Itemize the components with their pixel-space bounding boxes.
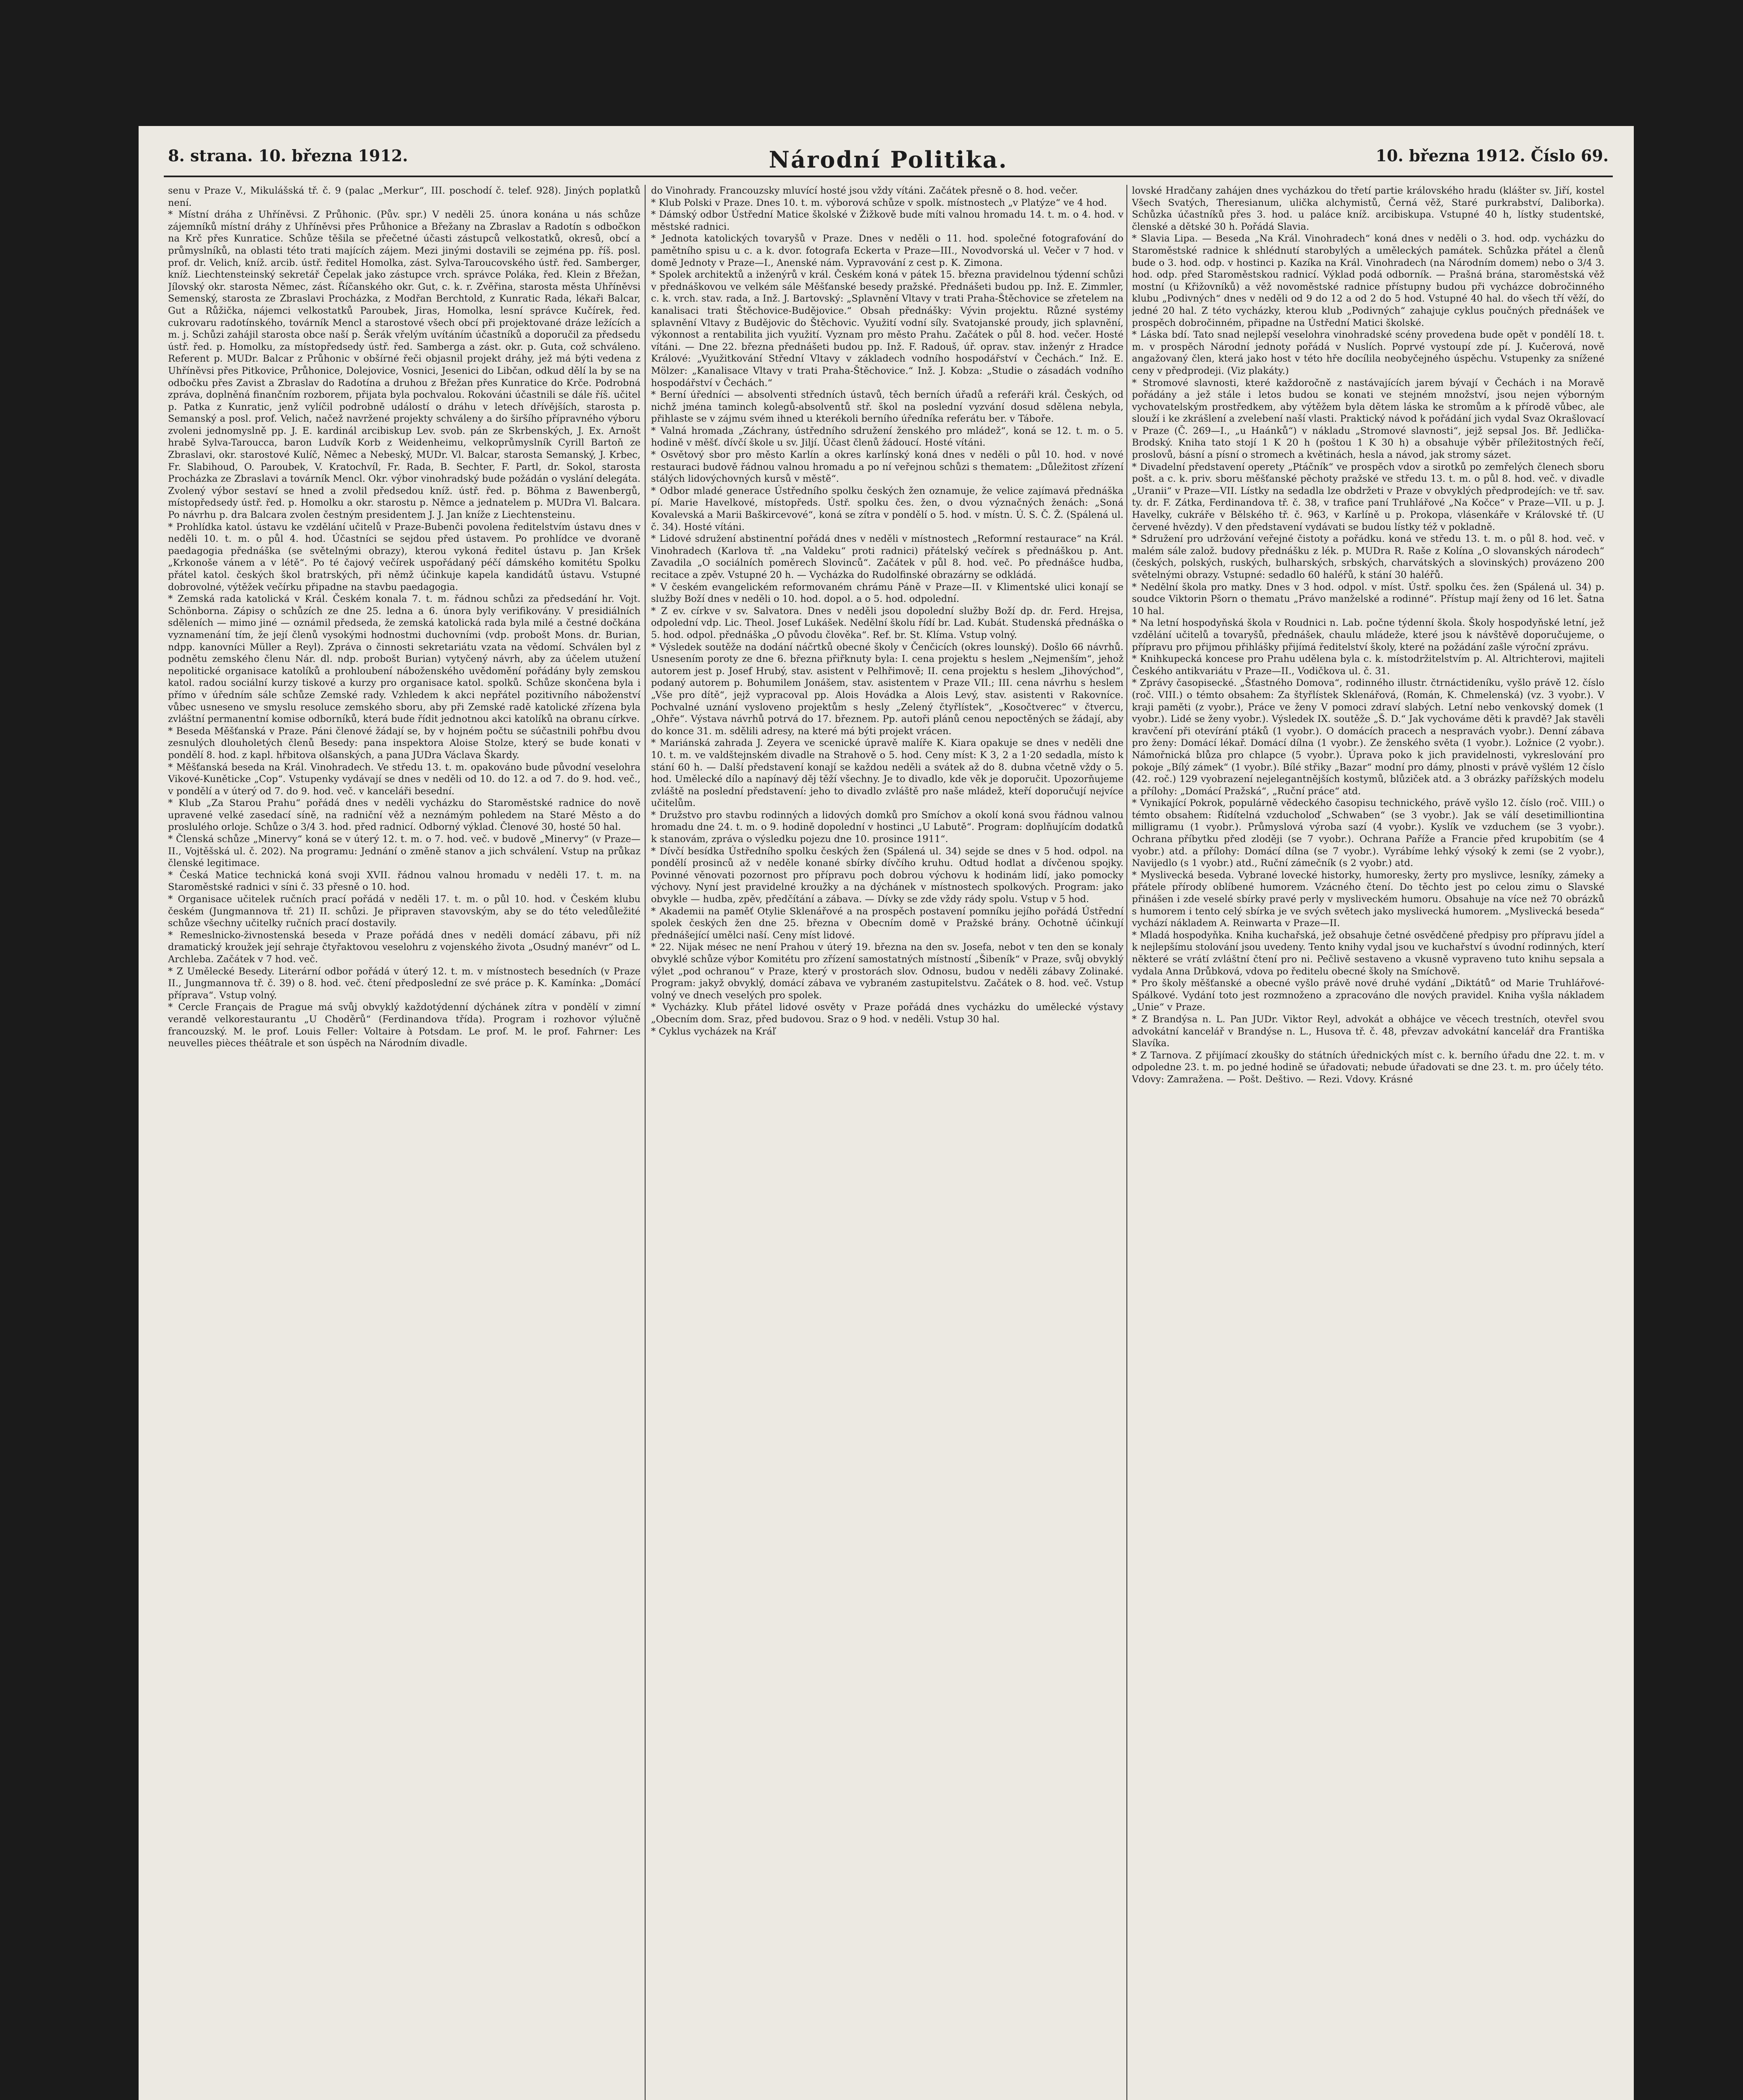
article-paragraph: * Z Brandýsa n. L. Pan JUDr. Viktor Reyl, advokát a obhájce ve věcech trestních, otevřel svou advokátní kancelář v Brandýse n. L., Husova tř. č. 48, převzav advokátní kancelář dra Františka Slavíka. [1132,1013,1604,1049]
article-paragraph: * V českém evangelickém reformovaném chrámu Páně v Praze—II. v Klimentské ulici konají se služby Boží dnes v neděli o 10. hod. dopol. a o 5. hod. odpolední. [651,581,1124,605]
article-paragraph: do Vinohrady. Francouzsky mluvící hosté jsou vždy vítáni. Začátek přesně o 8. hod. večer. [651,185,1078,196]
page-header [168,146,1609,180]
column-3 [1132,185,1604,2100]
article-paragraph: * Vynikající Pokrok, populárně vědeckého časopisu technického, právě vyšlo 12. číslo (roč. VIII.) o témto obsahem: Řidítelná vzducholoď „Schwaben“ (se 3 vyobr.). Jak se válí desetimilliontina milligramu (1 vyobr.). Průmyslová výroba sazí (4 vyobr.). Kyslík ve vzduchem (se 3 vyobr.). Ochrana příbytku před zloději (se 7 vyobr.). Ochrana Paříže a Francie před krupobitím (se 4 vyobr.) atd. a přílohy: Domácí dílna (se 7 vyobr.). Vyrábíme lehký výsoký k zemi (se 2 vyobr.), Navijedlo (s 1 vyobr.) atd., Ruční zámečník (s 2 vyobr.) atd. [1132,798,1604,869]
article-paragraph: * 22. Nijak mésec ne není Prahou v úterý 19. března na den sv. Josefa, nebot v ten den se konaly obvyklé schůze výbor Komitétu pro zřízení samostatných místností „Šibeník“ v Praze, svůj obvyklý výlet „pod ochranou“ v Praze, který v prostorách slov. Odnosu, budou v neděli zábavy Zolinaké. Program: jakyž obvyklý, domácí zábava ve vybraném zastupitelstvu. Začátek o 8. hod. več. Vstup volný ve dnech veselých pro spolek. [651,942,1124,1001]
article-paragraph: * Z Tarnova. Z přijímací zkoušky do státních úřednických míst c. k. berního úřadu dne 22. t. m. v odpoledne 23. t. m. po jedné hodině se úřadovati; nebude úřadovati se dne 23. t. m. pro účely této. [1132,1050,1604,1073]
article-paragraph: * Česká Matice technická koná svoji XVII. řádnou valnou hromadu v neděli 17. t. m. na Staroměstské radnici v síni č. 33 přesně o 10. hod. [168,869,640,893]
article-paragraph: * Mariánská zahrada J. Zeyera ve scenické úpravě malíře K. Kiara opakuje se dnes v neděli dne 10. t. m. ve valdštejnském divadle na Strahově o 5. hod. Ceny míst: K 3, 2 a 1·20 sedadla, místo k stání 60 h. — Další představení konají se každou neděli a svátek až do 8. dubna včetně vždy o 5. hod. Umělecké dílo a napínavý děj těží všechny. Je to divadlo, kde věk je doporučit. Upozorňujeme zvláště na poslední představení: jeho to divadlo zvláště pro naše mládež, kteří doporučují nejvíce učitelům. [651,738,1124,809]
column-2 [651,185,1124,2100]
article-paragraph: * Láska bdí. Tato snad nejlepší veselohra vinohradské scény provedena bude opět v pondělí 18. t. m. v prospěch Národní jednoty pořádá v Nuslích. Poprvé vystoupí zde pí. J. Kučerová, nově angažovaný člen, která jako host v této hře docílila neobyčejného úspěchu. Vstupenky za snížené ceny v předprodeji. (Viz plakáty.) [1132,329,1604,376]
newspaper-page [139,126,1634,2100]
article-paragraph: * Nedělní škola pro matky. Dnes v 3 hod. odpol. v míst. Ústř. spolku čes. žen (Spálená ul. 34) p. soudce Viktorin Pšorn o thematu „Právo manželské a rodinné“. Přístup mají ženy od 16 let. Šatna 10 hal. [1132,581,1604,617]
article-paragraph: * Z ev. církve v sv. Salvatora. Dnes v neděli jsou dopolední služby Boží dp. dr. Ferd. Hrejsa, odpolední vdp. Lic. Theol. Josef Lukášek. Nedělní školu řídí br. Lad. Kubát. Studenská přednáška o 5. hod. odpol. přednáška „O původu člověka“. Ref. br. St. Klíma. Vstup volný. [651,605,1124,640]
article-paragraph: * Myslivecká beseda. Vybrané lovecké historky, humoresky, žerty pro myslivce, lesníky, zámeky a přátele přírody oblíbené humorem. Vzácného čtení. Do těchto jest po celou zimu o Slavské přinášen i zde veselé sbírky pravé perly v mysliveckém humoru. Obsahuje na více než 70 obrázků s humorem i tento celý sbírka je ve svých světech jako myslivecká humorem. „Myslivecká beseda“ vychází nákladem A. Reinwarta v Praze—II. [1132,869,1604,929]
article-paragraph: * Berní úředníci — absolventi středních ústavů, těch berních úřadů a referáři král. Českých, od nichž jména taminch kolegů-absolventů stř. škol na poslední vyzvání dosud sdělena nebyla, přihlaste se v zájmu svém ihned u kterékoli berního úředníka referátu ber. v Táboře. [651,389,1124,425]
article-paragraph: * Odbor mladé generace Ústředního spolku českých žen oznamuje, že velice zajímavá přednáška pí. Marie Havelkové, místopředs. Ústř. spolku čes. žen, o dvou význačných ženách: „Soná Kovalevská a Marii Baškircevové“, koná se zítra v pondělí o 5. hod. v místn. Ú. S. Č. Ž. (Spálená ul. č. 34). Hosté vítáni. [651,485,1124,533]
article-paragraph: * Dívčí besídka Ústředního spolku českých žen (Spálená ul. 34) sejde se dnes v 5 hod. odpol. na pondělí prosinců až v neděle konané sbírky dívčího kruhu. Odtud hodlat a dívčenou spojky. Povinné věnovati pozornost pro přípravu poch dobrou výchovu k hodinám lidí, jako pomocky výchovy. Nyní jest pravidelné kroužky a na dýchánek v místnostech spolkových. Program: jako obvykle — hudba, zpěv, předčítání a zábava. — Dívky se zde vždy rády spolu. Vstup v 5 hod. [651,845,1124,905]
column-1 [168,185,640,2100]
article-paragraph: * Místní dráha z Uhříněvsi. Z Průhonic. (Pův. spr.) V neděli 25. února konána u nás schůze zájemníků místní dráhy z Uhříněvsi přes Průhonice a Břežany na Zbraslav a Radotín s odbočkon na Krč přes Kunratice. Schůze těšila se přečetné účasti zástupců velkostatků, okresů, obcí a průmyslníků, na oblasti této trati majících zájem. Mezi jinými dostavili se zejména pp. říš. posl. prof. dr. Velich, kníž. arcib. ústř. ředitel Homolka, zást. Sylva-Taroucovského ústř. řed. Samberger, kníž. Liechtensteinský sekretář Čepelak jako zástupce vrch. správce Poláka, řed. Klein z Břežan, Jílovský okr. starosta Němec, zást. Říčanského okr. Gut, c. k. r. Zvěřina, starosta města Uhříněvsi Semenský, starosta ze Zbraslavi Procházka, z Modřan Berchtold, z Kunratic Rada, lékaři Balcar, Gut a Růžička, nájemci velkostatků Paroubek, Jiras, Homolka, lesní správce Kučírek, řed. cukrovaru radotínského, továrník Mencl a starostové všech obcí při projektované dráze ležících a m. j. Schůzi zahájil starosta obce naší p. Šerák vřelým uvítáním účastníků a doporučil za předsedu ústř. řed. p. Homolku, za místopředsedy ústř. řed. Samberga a zást. okr. p. Guta, což schváleno. Referent p. MUDr. Balcar z Průhonic v obšírné řeči objasnil projekt dráhy, jež má býti vedena z Uhříněvsi přes Pitkovice, Průhonice, Dolejovice, Vosnici, Jesenici do Libčan, odkud dělí la by se na odbočku přes Zavist a Zbraslav do Radotína a druhou z Břežan přes Kunratice do Krče. Podrobná zpráva, doplněná finančním rozborem, přijata byla pochvalou. Rokováni účastnili se dále říš. učitel p. Patka z Kunratic, jenž vylíčil podrobně událostí o dráhu v letech dřívějších, starosta p. Semanský a posl. prof. Velich, načež navržené projekty schváleny a do širšího přípravného výboru zvoleni jednomyslně pp. J. E. kardinál arcibiskup Lev. svob. pán ze Skrbenských, J. Ex. Arnošt hrabě Sylva-Taroucca, baron Ludvík Korb z Weidenheimu, velkoprůmyslník Cyrill Bartoň ze Zbraslavi, okr. starostové Kulíč, Němec a Nebeský, MUDr. Vl. Balcar, starosta Semanský, J. Krbec, Fr. Slabihoud, O. Paroubek, V. Kratochvíl, Fr. Rada, B. Sechter, F. Partl, dr. Sokol, starosta Procházka ze Zbraslavi a továrník Mencl. Okr. výbor vinohradský bude požádán o vyslání delegáta. Zvolený výbor sestaví se hned a zvolil předsedou kníž. ústř. řed. p. Böhma z Bawenbergů, místopředsedy ústř. řed. p. Homolku a okr. starostu p. Němce a jednatelem p. MUDra Vl. Balcara. Po návrhu p. dra Balcara zvolen čestným presidentem J. J. Jan kníže z Liechtensteinu. [168,209,640,521]
article-paragraph: * Měšťanská beseda na Král. Vinohradech. Ve středu 13. t. m. opakováno bude původní veselohra Vikové-Kuněticke „Cop“. Vstupenky vydávají se dnes v neděli od 10. do 12. a od 7. do 9. hod. več., v pondělí a v úterý od 7. do 9. hod. več. v kanceláři besední. [168,761,640,797]
article-paragraph: * Lidové sdružení abstinentní pořádá dnes v neděli v místnostech „Reformní restaurace“ na Král. Vinohradech (Karlova tř. „na Valdeku“ proti radnici) přátelský večírek s přednáškou p. Ant. Zavadila „O sociálních poměrech Slovinců“. Začátek v půl 8. hod. več. Po přednášce hudba, recitace a zpěv. Vstupné 20 h. — Vycházka do Rudolfinské obrazárny se odkládá. [651,533,1124,580]
article-paragraph: * Cyklus vycházek na Kráľ [651,1026,776,1037]
article-paragraph: * Stromové slavnosti, které každoročně z nastávajících jarem bývají v Čechách i na Moravě pořádány a jež stále i letos budou se konati ve stejném množství, jsou nejen výborným vychovatelským prostředkem, aby výtěžem byla dětem láska ke stromům a k přírodě vůbec, ale slouží i ke zkrášlení a zvelebení naší vlasti. Praktický návod k pořádání jich vydal Svaz Okrašlovací v Praze (Č. 269—I., „u Haánků“) v nákladu „Stromové slavnosti“, jejž sepsal Jos. Bř. Jedlička-Brodský. Kniha tato stojí 1 K 20 h (poštou 1 K 30 h) a obsahuje výběr příležitostných řečí, proslovů, básní a písní o stromech a květinách, hesla a návod, jak stromy sázet. [1132,377,1604,461]
article-paragraph: Vdovy: Zamražena. — Pošt. Deštivo. — Rezi. Vdovy. Krásné [1132,1074,1413,1085]
article-paragraph: * Klub „Za Starou Prahu“ pořádá dnes v neděli vycházku do Staroměstské radnice do nově upravené velké zasedací síně, na radniční věž a neznámým pohledem na Staré Město a do proslulého orloje. Schůze o 3/4 3. hod. před radnicí. Odborný výklad. Členové 30, hosté 50 hal. [168,798,640,833]
article-paragraph: * Sdružení pro udržování veřejné čistoty a pořádku. koná ve středu 13. t. m. o půl 8. hod. več. v malém sále založ. budovy přednášku z lék. p. MUDra R. Raše z Kolína „O slovanských národech“ (českých, polských, ruských, bulharských, srbských, charvátských a slovinských) provázeno 200 světelnými obrazy. Vstupné: sedadlo 60 haléřů, k stání 30 haléřů. [1132,533,1604,580]
article-paragraph: * Výsledek soutěže na dodání náčrtků obecné školy v Čenčicích (okres lounský). Došlo 66 návrhů. Usnesením poroty ze dne 6. března přiřknuty byla: I. cena projektu s heslem „Nejmenším“, jehož autorem jest p. Josef Hrubý, stav. asistent v Pelhřimově; II. cena projektu s heslem „Jihovýchod“, podaný autorem p. Bohumilem Jonášem, stav. asistentem v Praze VII.; III. cena návrhu s heslem „Vše pro dítě“, jejž vypracoval pp. Alois Hovádka a Alois Levý, stav. asistenti v Rakovníce. Pochvalné uznání vysloveno projektům s hesly „Zelený čtyřlístek“, „Kosočtverec“ v čtvercu, „Ohře“. Výstava návrhů potrvá do 17. březnem. Pp. autoři plánů cenou nepoctěných se žádají, aby do konce 31. m. sdělili adresy, na které má býti projekt vrácen. [651,641,1124,737]
header-date-left: 8. strana. 10. března 1912. [168,146,408,165]
article-paragraph: * Divadelní představení operety „Ptáčník“ ve prospěch vdov a sirotků po zemřelých členech sboru pošt. a c. k. priv. sboru měšťanské pěchoty pražské ve středu 13. t. m. o půl 8. hod. več. v divadle „Uranii“ v Praze—VII. Lístky na sedadla lze obdržeti v Praze v obvyklých předprodejích: ve tř. sav. ty. dr. F. Zátka, Ferdinandova tř. č. 38, v trafice paní Truhlářové „Na Kočce“ v Praze—VII. u p. J. Havelky, cukráře v Bělského tř. č. 963, v Karlíně u p. Prokopa, vlásenkáře v Královské tř. (U červené hvězdy). V den představení vydávati se budou lístky též v pokladně. [1132,461,1604,533]
article-paragraph: * Prohlídka katol. ústavu ke vzdělání učitelů v Praze-Bubenči povolena ředitelstvím ústavu dnes v neděli 10. t. m. o půl 4. hod. Účastníci se sejdou před ústavem. Po prohlídce ve dvoraně paedagogia přednáška (se světelnými obrazy), kterou vykoná ředitel ústavu p. Jan Kršek „Krkonoše vánem a v létě“. Po té čajový večírek uspořádaný péčí dámského komitétu Spolku přátel katol. českých škol bratrských, při němž účinkuje kapela kandidátů ústavu. Vstupné dobrovolné, výtěžek večírku připadne na stavbu paedagogia. [168,521,640,593]
article-paragraph: * Zprávy časopisecké. „Šťastného Domova“, rodinného illustr. čtrnáctideníku, vyšlo právě 12. číslo (roč. VIII.) o témto obsahem: Za štyřlístek Sklenářová, (Román, K. Chmelenská) (vz. 3 vyobr.). V kraji paměti (z vyobr.), Práce ve ženy V pomoci zdraví slabých. Letní nebo venkovský domek (1 vyobr.). Lidé se ženy vyobr.). Výsledek IX. soutěže „Š. D.“ Jak vychováme děti k pravdě? Jak stavěli kravčení při otevírání ptáků (1 vyobr.). O domácích pracech a nespravách vyobr.). Denní zábava pro ženy: Domácí lékař. Domácí dílna (1 vyobr.). Ze ženského světa (1 vyobr.). Ložnice (2 vyobr.). Námořnická blůza pro chlapce (5 vyobr.). Úprava poko k jich pravidelnosti, vykreslování pro pokoje „Bílý zámek“ (1 vyobr.). Bílé střiky „Bazar“ modní pro dámy, plnosti v právě vyšlém 12 číslo (42. roč.) 129 vyobrazení nejelegantnějších kostymů, blůziček atd. a 3 obrázky pařížských modelu a přílohy: „Domácí Pražská“, „Ruční práce“ atd. [1132,677,1604,797]
article-paragraph: * Pro školy měšťanské a obecné vyšlo právě nové druhé vydání „Diktátů“ od Marie Truhlářové-Spálkové. Vydání toto jest rozmnoženo a zpracováno dle nových pravidel. Kniha vyšla nákladem „Unie“ v Praze. [1132,978,1604,1013]
article-paragraph: * Akademii na paměť Otylie Sklenářové a na prospěch postavení pomníku jejího pořádá Ústřední spolek českých žen dne 25. března v Obecním domě v Pražské brány. Ochotně účinkují přednášející umělci naší. Ceny míst lidové. [651,906,1124,941]
header-date-right: 10. března 1912. Číslo 69. [1376,146,1609,165]
article-paragraph: * Zemská rada katolická v Král. Českém konala 7. t. m. řádnou schůzi za předsedání hr. Vojt. Schönborna. Zápisy o schůzích ze dne 25. ledna a 6. února byly verifikovány. V presidiálních sděleních — mimo jiné — oznámil předseda, že zemská katolická rada byla milé a čestné dočkána vyznamenání tím, že její členů vysokými hodnostmi duchovními (vdp. probošt Mons. dr. Burian, ndpp. kanovníci Müller a Reyl). Zpráva o činnosti sekretariátu vzata na vědomí. Schválen byl z podnětu zemského členu Nár. dl. ndp. probošt Burian) vytyčený návrh, aby za účelem utužení nepolitické organisace katolíků a prohloubení náboženského uvědomění pořádány byly zemskou katol. radou sociální kurzy tiskové a kurzy pro organisace katol. spolků. Schůze skončena byla i přímo v úředním sále schůze Zemské rady. Vzhledem k akci nepřátel pozitivního náboženství vůbec usneseno ve smyslu resoluce zemského sboru, aby při Zemské radě katolické zřízena byla zvláštní permanentní komise odborníků, která bude řídit jednotnou akci katolíků na obranu církve. [168,593,640,725]
article-paragraph: * Knihkupecká koncese pro Prahu udělena byla c. k. místodržitelstvím p. Al. Altrichterovi, majiteli Českého antikvariátu v Praze—II., Vodičkova ul. č. 31. [1132,654,1604,677]
masthead-title: Národní Politika. [769,146,1008,173]
article-paragraph: senu v Praze V., Mikulášská tř. č. 9 (palac „Merkur“, III. poschodí č. telef. 928). Jiných poplatků není. [168,185,640,208]
article-paragraph: * Družstvo pro stavbu rodinných a lidových domků pro Smíchov a okolí koná svou řádnou valnou hromadu dne 24. t. m. o 9. hodině dopolední v hostinci „U Labutě“. Program: doplňujícím dodatků k stanovám, zpráva o výsledku pojezu dne 10. prosince 1911“. [651,809,1124,845]
article-paragraph: * Členská schůze „Minervy“ koná se v úterý 12. t. m. o 7. hod. več. v budově „Minervy“ (v Praze—II., Vojtěšská ul. č. 202). Na programu: Jednání o změně stanov a jich schválení. Vstup na průkaz členské legitimace. [168,834,640,869]
article-paragraph: * Osvětový sbor pro město Karlín a okres karlínský koná dnes v neděli o půl 10. hod. v nové restauraci budově řádnou valnou hromadu a po ní veřejnou schůzi s thematem: „Důležitost zřízení stálých lidovýchovných kursů v městě“. [651,449,1124,485]
article-paragraph: * Vycházky. Klub přátel lidové osvěty v Praze pořádá dnes vycházku do umělecké výstavy „Obecním dom. Sraz, před budovou. Sraz o 9 hod. v neděli. Vstup 30 hal. [651,1002,1124,1025]
article-paragraph: * Cercle Français de Prague má svůj obvyklý každotýdenní dýchánek zítra v pondělí v zimní verandě velkorestaurantu „U Choděrů“ (Ferdinandova třída). Program i rozhovor výlučně francouzský. M. le prof. Louis Feller: Voltaire à Potsdam. Le prof. M. le prof. Fahrner: Les neuvelles pièces théâtrale et son úspěch na Národním divadle. [168,1002,640,1049]
article-paragraph: * Z Umělecké Besedy. Literární odbor pořádá v úterý 12. t. m. v místnostech besedních (v Praze II., Jungmannova tř. č. 39) o 8. hod. več. čtení předposlední ze své práce p. K. Kamínka: „Domácí příprava“. Vstup volný. [168,966,640,1001]
header-rule [164,176,1613,177]
article-paragraph: lovské Hradčany zahájen dnes vycházkou do třetí partie královského hradu (klášter sv. Jiří, kostel Všech Svatých, Theresianum, ulička alchymistů, Černá věž, Staré purkrabství, Daliborka). Schůzka účastníků přes 3. hod. u paláce kníž. arcibiskupa. Vstupné 40 h, lístky studentské, členské a dětské 30 h. Pořádá Slavia. [1132,185,1604,232]
article-paragraph: * Spolek architektů a inženýrů v král. Českém koná v pátek 15. března pravidelnou týdenní schůzi v přednáškovou ve velkém sále Měšťanské besedy pražské. Přednášeti budou pp. Inž. E. Zimmler, c. k. vrch. stav. rada, a Inž. J. Bartovský: „Splavnění Vltavy v trati Praha-Štěchovice se zřetelem na kanalisaci trati Štěchovice-Budějovice.“ Obsah přednášky: Vývin projektu. Různé systémy splavnění Vltavy z Budějovic do Štěchovic. Využití vodní síly. Svatojanské proudy, jich splavnění, výkonnost a rentabilita jich využití. Vyznam pro město Prahu. Začátek o půl 8. hod. večer. Hosté vítáni. — Dne 22. března přednášeti budou pp. Inž. F. Radouš, úř. oprav. stav. inženýr z Hradce Králové: „Využitkování Střední Vltavy v základech vodního hospodářství v Čechách.“ Inž. E. Mölzer: „Kanalisace Vltavy v trati Praha-Štěchovice.“ Inž. J. Kobza: „Studie o zásadách vodního hospodářství v Čechách.“ [651,269,1124,388]
article-paragraph: * Klub Polski v Praze. Dnes 10. t. m. výborová schůze v spolk. místnostech „v Platýze“ ve 4 hod. [651,197,1107,208]
article-paragraph: * Organisace učitelek ručních prací pořádá v neděli 17. t. m. o půl 10. hod. v Českém klubu českém (Jungmannova tř. 21) II. schůzi. Je připraven stavovským, aby se do této veledůležité schůze všechny učitelky ručních prací dostavily. [168,894,640,929]
article-paragraph: * Na letní hospodyňská škola v Roudnici n. Lab. počne týdenní škola. Školy hospodyňské letní, jež vzdělání učitelů a tovaryšů, přednášek, chaulu mládeže, které jsou k návštěvě doporučujeme, o přípravu pro přijmou přihlášky přijímá ředitelství školy, které na požádání zašle výroční zprávu. [1132,617,1604,653]
column-divider [1126,185,1127,2100]
article-paragraph: * Remeslnicko-živnostenská beseda v Praze pořádá dnes v neděli domácí zábavu, při níž dramatický kroužek její sehraje čtyřaktovou veselohru z vojenského života „Osudný manévr“ od L. Archleba. Začátek v 7 hod. več. [168,929,640,965]
article-paragraph: * Dámský odbor Ústřední Matice školské v Žižkově bude míti valnou hromadu 14. t. m. o 4. hod. v městské radnici. [651,209,1124,232]
article-paragraph: * Valná hromada „Záchrany, ústředního sdružení ženského pro mládež“, koná se 12. t. m. o 5. hodině v měšť. dívčí škole u sv. Jiljí. Účast členů žádoucí. Hosté vítáni. [651,425,1124,449]
article-paragraph: * Jednota katolických tovaryšů v Praze. Dnes v neděli o 11. hod. společné fotografování do pamětního spisu u c. a k. dvor. fotografa Eckerta v Praze—III., Novodvorská ul. Večer v 7 hod. v domě Jednoty v Praze—I., Anenské nám. Vypravování z cest p. K. Zimona. [651,233,1124,268]
article-paragraph: * Mladá hospodyňka. Kniha kuchařská, jež obsahuje četné osvědčené předpisy pro přípravu jídel a k nejlepšímu stolování jsou uvedeny. Tento knihy vydal jsou ve kuchařství s úvodní rodinných, kterí některé se vrátí zvláštní čtení pro ni. Pečlivě sestaveno a vkusně vypraveno tuto knihu sepsala a vydala Anna Drůbková, vdova po ředitelu obecné školy na Smíchově. [1132,929,1604,977]
article-paragraph: * Slavia Lipa. — Beseda „Na Král. Vinohradech“ koná dnes v neděli o 3. hod. odp. vycházku do Staroměstské radnice k shlédnutí starobylých a uměleckých památek. Schůzka přátel a členů bude o 3. hod. odp. v hostinci p. Kazíka na Král. Vinohradech (na Národním domem) nebo o 3/4 3. hod. odp. před Staroměstskou radnicí. Výklad podá odborník. — Prašná brána, staroměstská věž mostní (u Křižovníků) a věž novoměstské radnice přístupny budou při vycházce dobročinného klubu „Podivných“ dnes v neděli od 9 do 12 a od 2 do 5 hod. Vstupné 40 hal. do všech tří věží, do jedné 20 hal. Z této vycházky, kterou klub „Podivných“ zahajuje cyklus poučných přednášek ve prospěch dobročinném, připadne na Ústřední Matici školské. [1132,233,1604,328]
column-divider [645,185,646,2100]
article-paragraph: * Beseda Měšťanská v Praze. Páni členové žádají se, by v hojném počtu se súčastnili pohřbu dvou zesnulých dlouholetých členů Besedy: pana inspektora Aloise Stolze, který se bude konati v pondělí 8. hod. z kapl. hřbitova olšanských, a pana JUDra Václava Škardy. [168,725,640,761]
